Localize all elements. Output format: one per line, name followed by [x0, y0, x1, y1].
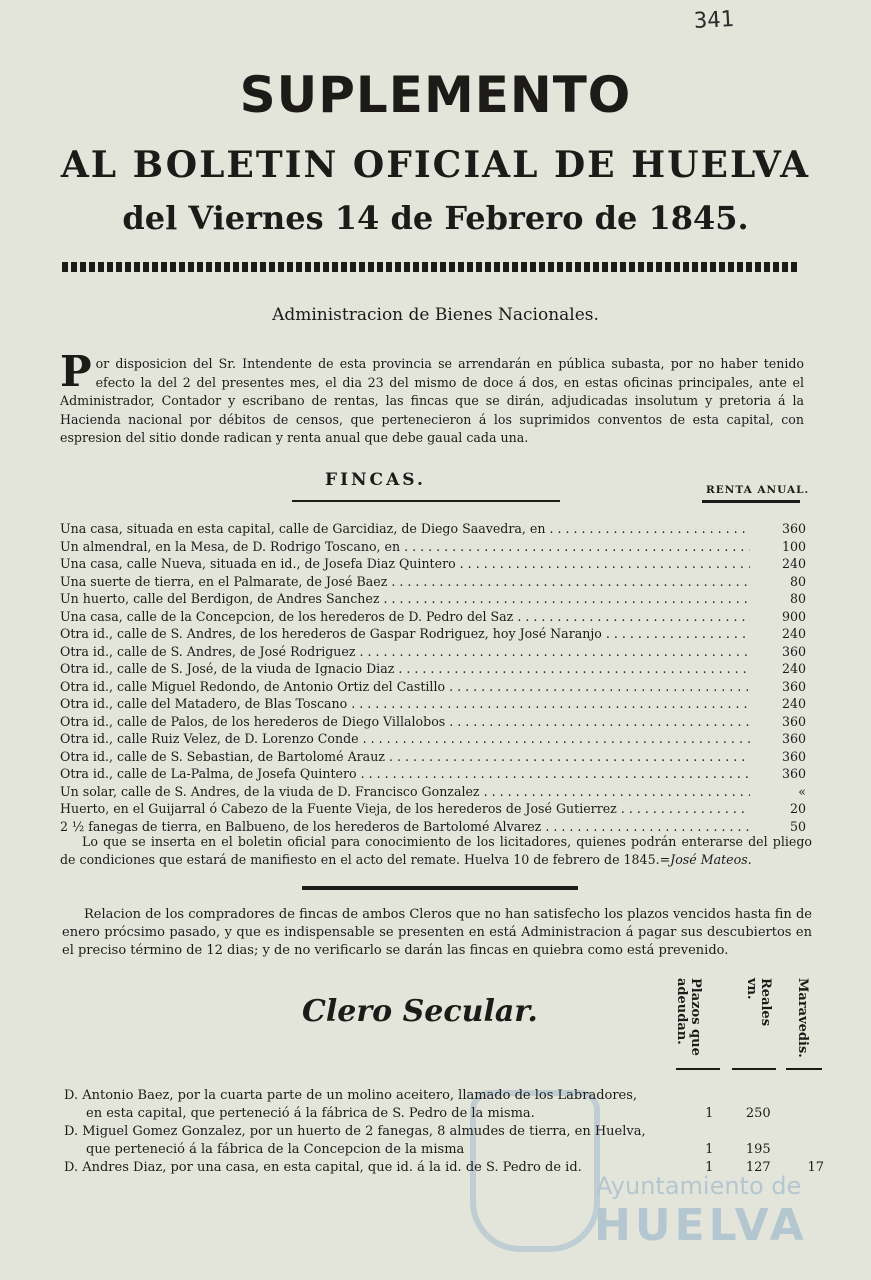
finca-renta: «	[798, 783, 806, 799]
masthead-date: del Viernes 14 de Febrero de 1845.	[122, 199, 749, 237]
finca-row	[60, 591, 810, 609]
finca-description: Un solar, calle de S. Andres, de la viuda de D. Francisco Gonzalez . . .	[60, 784, 750, 799]
watermark-line2: HUELVA	[594, 1200, 808, 1251]
finca-renta: 240	[781, 626, 806, 641]
buyer-line-2: en esta capital, que perteneció á la fábrica de S. Pedro de la misma.	[86, 1106, 535, 1121]
column-rule-maravedis	[786, 1068, 822, 1070]
buyer-description	[64, 1123, 666, 1159]
finca-row	[60, 521, 810, 539]
finca-renta: 360	[781, 713, 806, 729]
finca-row	[60, 696, 810, 714]
finca-renta: 50	[789, 818, 806, 834]
buyer-plazos: 1	[705, 1106, 714, 1121]
buyer-reales: 127	[745, 1160, 771, 1175]
finca-row	[60, 539, 810, 557]
section-heading-administracion: Administracion de Bienes Nacionales.	[272, 305, 599, 325]
finca-renta: 900	[781, 608, 806, 624]
buyer-description	[64, 1087, 666, 1123]
finca-description: Una casa, calle Nueva, situada en id., de Josefa Diaz Quintero . . .	[60, 556, 750, 571]
buyers-list	[64, 1087, 824, 1177]
finca-description: Otra id., calle de La-Palma, de Josefa Quintero . . .	[60, 766, 750, 781]
clero-secular-heading: Clero Secular.	[302, 994, 538, 1029]
finca-renta: 360	[781, 731, 806, 746]
finca-renta: 80	[789, 591, 806, 606]
finca-renta: 240	[781, 696, 806, 711]
masthead-title: SUPLEMENTO	[239, 66, 632, 124]
finca-renta: 360	[781, 643, 806, 659]
finca-description: Otra id., calle del Matadero, de Blas Toscano . . .	[60, 696, 750, 711]
finca-renta: 100	[781, 538, 806, 554]
fincas-divider	[292, 500, 560, 502]
column-header-plazos: Plazos que adeudan.	[674, 978, 703, 1056]
finca-renta: 240	[781, 556, 806, 571]
finca-row	[60, 609, 810, 627]
column-header-reales: Reales vn.	[744, 978, 773, 1027]
finca-row	[60, 626, 810, 644]
column-rule-reales	[732, 1068, 776, 1070]
buyer-line-1: D. Miguel Gomez Gonzalez, por un huerto de 2 fanegas, 8 almudes de tierra, en Huelva,	[64, 1124, 646, 1139]
finca-row	[60, 749, 810, 767]
renta-anual-heading: RENTA ANUAL.	[706, 484, 810, 496]
finca-renta: 360	[781, 678, 806, 694]
column-header-maravedis: Maravedis.	[795, 978, 810, 1058]
finca-description: Huerto, en el Guijarral ó Cabezo de la Fuente Vieja, de los herederos de José Gutierrez . . .	[60, 801, 750, 816]
buyer-line-1: D. Antonio Baez, por la cuarta parte de un molino aceitero, llamado de los Labradores,	[64, 1088, 638, 1103]
closing-text: Lo que se inserta en el boletin oficial para conocimiento de los licitadores, quienes podrán enterarse del pliego de condiciones que estará de manifiesto en el acto del remate. Huelva 10 de febrero de 1845.=	[60, 834, 812, 867]
finca-row	[60, 731, 810, 749]
intro-text: or disposicion del Sr. Intendente de esta provincia se arrendarán en pública subasta, por no haber tenido efecto la del 2 del presentes mes, el dia 23 del mismo de doce á dos, en estas oficinas principales, ante el Administrador, Contador y escribano de rentas, las fincas que se dirán, adjudicadas insolutum y pretoria á la Hacienda nacional por débitos de censos, que pertenecieron á los suprimidos conventos de esta capital, con espresion del sitio donde radican y renta anual que debe gaual cada una.	[60, 356, 804, 445]
finca-renta: 20	[789, 801, 806, 816]
finca-row	[60, 556, 810, 574]
folio-number: 341	[693, 6, 735, 35]
intro-paragraph	[60, 347, 804, 448]
finca-row	[60, 714, 810, 732]
buyer-line-2: que perteneció á la fábrica de la Concepcion de la misma	[86, 1142, 465, 1157]
finca-row	[60, 644, 810, 662]
buyer-plazos: 1	[705, 1160, 714, 1175]
buyer-plazos: 1	[705, 1142, 714, 1157]
finca-description: Otra id., calle de S. José, de la viuda de Ignacio Diaz . . .	[60, 661, 750, 676]
finca-row	[60, 679, 810, 697]
finca-row	[60, 784, 810, 802]
buyer-description	[64, 1159, 666, 1177]
renta-divider	[702, 500, 800, 503]
section-divider	[302, 886, 578, 890]
finca-description: Otra id., calle de S. Andres, de los herederos de Gaspar Rodriguez, hoy José Naranjo . . .	[60, 626, 750, 641]
buyer-row	[64, 1087, 824, 1123]
finca-description: Un almendral, en la Mesa, de D. Rodrigo Toscano, en . . .	[60, 539, 750, 554]
buyer-line-1: D. Andres Diaz, por una casa, en esta capital, que id. á la id. de S. Pedro de id.	[64, 1160, 582, 1175]
finca-description: Otra id., calle de Palos, de los herederos de Diego Villalobos . . .	[60, 714, 750, 729]
finca-description: Un huerto, calle del Berdigon, de Andres Sanchez . . .	[60, 591, 750, 606]
buyer-reales: 195	[745, 1142, 771, 1157]
buyer-reales: 250	[745, 1106, 771, 1121]
finca-row	[60, 661, 810, 679]
closing-paragraph	[60, 833, 812, 869]
finca-renta: 360	[781, 766, 806, 781]
finca-description: Otra id., calle Ruiz Velez, de D. Lorenzo Conde . . .	[60, 731, 750, 746]
finca-description: Una casa, calle de la Concepcion, de los herederos de D. Pedro del Saz . . .	[60, 609, 750, 624]
finca-row	[60, 574, 810, 592]
finca-row	[60, 801, 810, 819]
finca-renta: 360	[781, 748, 806, 764]
finca-description: Otra id., calle de S. Sebastian, de Bartolomé Arauz . . .	[60, 749, 750, 764]
masthead-subtitle: AL BOLETIN OFICIAL DE HUELVA	[60, 144, 811, 186]
watermark-line1: Ayuntamiento de	[596, 1172, 802, 1200]
ornamental-divider	[62, 262, 800, 272]
finca-description: Otra id., calle Miguel Redondo, de Antonio Ortiz del Castillo . . .	[60, 679, 750, 694]
drop-cap: P	[60, 347, 92, 396]
finca-description: 2 ½ fanegas de tierra, en Balbueno, de los herederos de Bartolomé Alvarez . . .	[60, 819, 750, 834]
fincas-list	[60, 521, 810, 836]
finca-renta: 80	[789, 573, 806, 589]
finca-renta: 360	[781, 521, 806, 536]
finca-description: Una suerte de tierra, en el Palmarate, de José Baez . . .	[60, 574, 750, 589]
column-rule-plazos	[676, 1068, 720, 1070]
buyer-row	[64, 1159, 824, 1177]
finca-row	[60, 766, 810, 784]
buyer-row	[64, 1123, 824, 1159]
buyer-maravedis: 17	[807, 1160, 824, 1175]
finca-renta: 240	[781, 661, 806, 676]
signature: José Mateos.	[670, 852, 752, 867]
finca-description: Una casa, situada en esta capital, calle de Garcidiaz, de Diego Saavedra, en . . .	[60, 521, 750, 536]
fincas-heading: FINCAS.	[325, 470, 426, 490]
relacion-paragraph: Relacion de los compradores de fincas de ambos Cleros que no han satisfecho los plazos vencidos hasta fin de enero prócsimo pasado, y que es indispensable se presenten en está Administracion á pagar sus descubiertos en el preciso término de 12 dias; y de no verificarlo se darán las fincas en quiebra como está prevenido.	[62, 907, 812, 958]
finca-description: Otra id., calle de S. Andres, de José Rodriguez . . .	[60, 644, 750, 659]
